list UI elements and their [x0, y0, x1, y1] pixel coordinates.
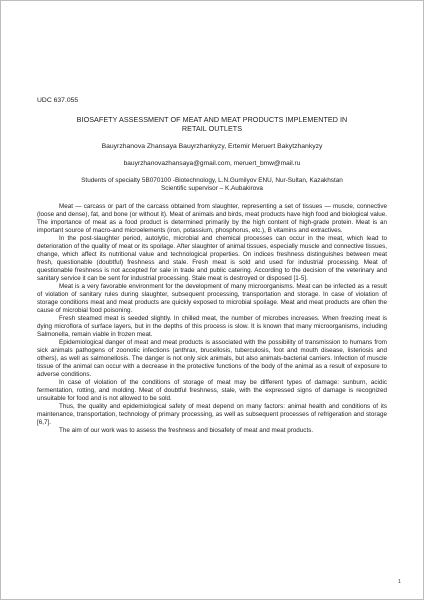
body-paragraph-3: Meat is a very favorable environment for the development of many microorganisms. Meat can be infected as a result of violation of sanitary rules during slaughter, subsequent processing, transportation and storage. In case of violation of storage conditions meat and meat products are quickly exposed to microbial spoilage. Meat and meat products are often the cause of microbial food poisoning. [37, 282, 387, 314]
body-paragraph-4: Fresh steamed meat is seeded slightly. In chilled meat, the number of microbes increases. When freezing meat is dying microflora of surface layers, but in the depths of this process is slow. It is known that many microorganisms, including Salmonella, remain viable in frozen meat. [37, 314, 387, 338]
affiliation-line-2: Scientific supervisor – K.Aubakirova [161, 184, 263, 192]
paper-title [37, 115, 387, 133]
body-paragraph-2: In the post-slaughter period, autolytic, microbial and chemical processes can occur in the meat, which lead to deterioration of the quality of meat or its spoilage. After slaughter of animal tissues, especially muscle and connective tissues, change, which affect its nutritional value and technological properties. On indices freshness distinguishes between meat fresh, questionable (doubtful) freshness and stale. Fresh meat is sold and used for industrial processing. Meat of questionable freshness is not accepted for sale in trade and public catering. According to the decision of the veterinary and sanitary service it can be sent for industrial processing. Stale meat is destroyed or disposed [1-5]. [37, 234, 387, 282]
paper-title-line-1: BIOSAFETY ASSESSMENT OF MEAT AND MEAT PRODUCTS IMPLEMENTED IN [76, 115, 348, 124]
paper-body [37, 97, 387, 435]
body-paragraph-7: Thus, the quality and epidemiological safety of meat depend on many factors: animal health and conditions of its maintenance, transportation, technology of primary processing, as well as subsequent processes of refrigeration and storage [6,7]. [37, 402, 387, 426]
paper-title-line-2: RETAIL OUTLETS [181, 124, 243, 133]
body-paragraph-1: Meat — carcass or part of the carcass obtained from slaughter, representing a set of tissues — muscle, connective (loose and dense), fat, and bone (or without it). Meat of animals and birds, meat products have high food and biological value. The importance of meat as a food product is determined primarily by the high content of high-grade protein. Meat is an important source of macro-and microelements (iron, potassium, phosphorus, etc.), B vitamins and extractives. [37, 202, 387, 234]
author-emails: bauyrzhanovazhansaya@gmail.com, meruert_bmw@mail.ru [123, 160, 301, 167]
body-paragraph-8: The aim of our work was to assess the freshness and biosafety of meat and meat products. [59, 426, 314, 434]
body-paragraph-6: In case of violation of the conditions of storage of meat may be different types of damage: sunburn, acidic fermentation, rotting, and molding. Meat of doubtful freshness, stale, with the expressed signs of damage is recognized unsuitable for food and is not allowed to be sold. [37, 378, 387, 402]
udc-code: UDC 637.055 [37, 97, 79, 104]
author-affiliation [37, 177, 387, 193]
body-paragraph-5: Epidemiological danger of meat and meat products is associated with the possibility of transmission to humans from sick animals pathogens of zoonotic infections (anthrax, brucellosis, tuberculosis, foot and mouth disease, listeriosis and others), as well as salmonellosis. The danger is not only sick animals, but also animals-bacterial carriers. Infection of muscle tissue of the animal can occur with a decrease in the protective functions of the body of the animal as a result of exposure to adverse conditions. [37, 338, 387, 378]
page-number: 1 [397, 579, 401, 585]
paper-authors: Bauyrzhanova Zhansaya Bauyrzhankyzy, Ertemir Meruert Bakytzhankyzy [101, 143, 323, 150]
affiliation-line-1: Students of specialty 5B070100 -Biotechnology, L.N.Gumilyov ENU, Nur-Sultan, Kazakhstan [81, 177, 343, 184]
